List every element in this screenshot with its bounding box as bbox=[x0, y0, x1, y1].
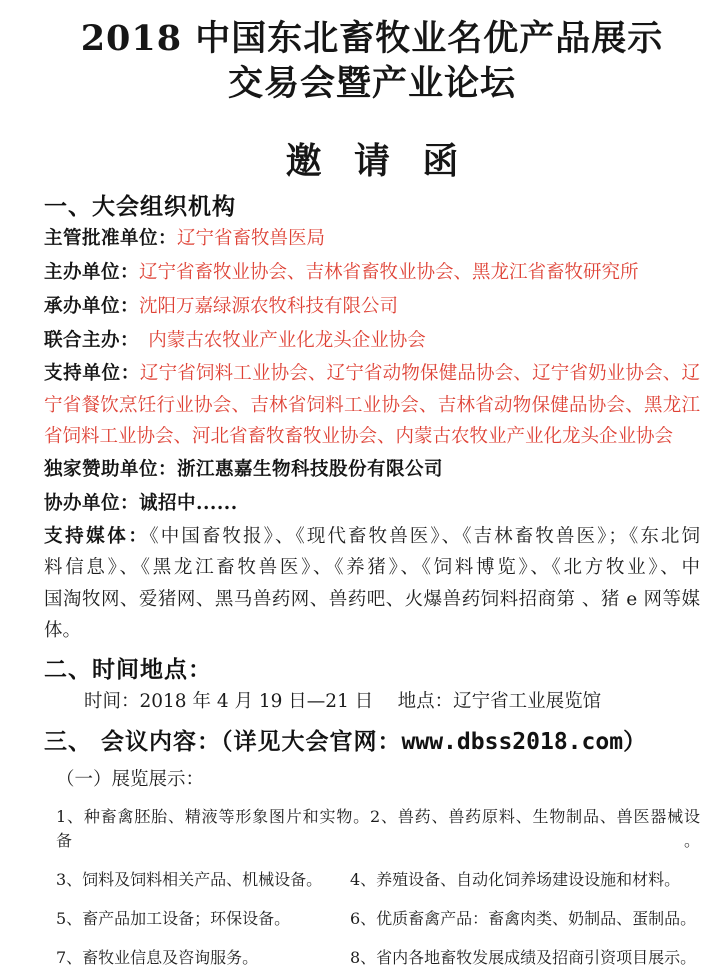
exhibit-item-5: 5、畜产品加工设备；环保设备。 bbox=[56, 908, 291, 928]
time-place-detail: 时间：2018 年 4 月 19 日—21 日 地点：辽宁省工业展览馆 bbox=[84, 690, 602, 712]
support-units-label: 支持单位： bbox=[44, 363, 140, 384]
exhibit-items-1-2: 1、种畜禽胚胎、精液等形象图片和实物。2、兽药、兽药原料、生物制品、兽医器械设备。 bbox=[56, 806, 700, 850]
co-host-value: 内蒙古农牧业产业化龙头企业协会 bbox=[129, 330, 426, 351]
support-media-label: 支持媒体： bbox=[44, 525, 150, 547]
support-media-row-3: 国淘牧网、爱猪网、黑马兽药网、兽药吧、火爆兽药饲料招商第 、猪 e 网等媒 bbox=[44, 588, 700, 610]
co-host-row bbox=[44, 324, 700, 358]
exhibit-item-4: 4、养殖设备、自动化饲养场建设设施和材料。 bbox=[350, 869, 681, 889]
sponsor-row bbox=[44, 453, 700, 487]
exhibit-items-3-4 bbox=[56, 868, 700, 892]
support-media-row-4: 体。 bbox=[44, 620, 82, 641]
sponsor-label: 独家赞助单位： bbox=[44, 458, 178, 480]
exhibition-sub-heading: （一）展览展示： bbox=[56, 768, 205, 790]
co-organizer-label: 协办单位： bbox=[44, 492, 140, 514]
section-content-heading bbox=[44, 727, 700, 757]
co-organizer-value: 诚招中...... bbox=[139, 492, 238, 514]
support-units-row-1 bbox=[44, 358, 700, 390]
support-media-row-1 bbox=[44, 521, 700, 553]
undertaker-unit-value: 沈阳万嘉绿源农牧科技有限公司 bbox=[139, 296, 399, 317]
section-organization-heading: 一、大会组织机构 bbox=[44, 194, 236, 220]
exhibit-item-7: 7、畜牧业信息及咨询服务。 bbox=[56, 947, 259, 967]
exhibition-item-list bbox=[44, 805, 700, 970]
undertaker-unit-label: 承办单位： bbox=[44, 296, 140, 317]
exhibit-item-3: 3、饲料及饲料相关产品、机械设备。 bbox=[56, 869, 323, 889]
approval-unit-value: 辽宁省畜牧兽医局 bbox=[177, 228, 326, 249]
support-units-line-1: 辽宁省饲料工业协会、辽宁省动物保健品协会、辽宁省奶业协会、辽 bbox=[139, 363, 700, 384]
support-units-row-3: 省饲料工业协会、河北省畜牧畜牧业协会、内蒙古农牧业产业化龙头企业协会 bbox=[44, 426, 674, 447]
exhibit-item-8: 8、省内各地畜牧发展成绩及招商引资项目展示。 bbox=[350, 947, 697, 967]
host-unit-value: 辽宁省畜牧业协会、吉林省畜牧业协会、黑龙江省畜牧研究所 bbox=[139, 262, 639, 283]
support-media-row-2: 料信息》、《黑龙江畜牧兽医》、《养猪》、《饲料博览》、《北方牧业》、中 bbox=[44, 557, 700, 578]
approval-unit-row bbox=[44, 222, 700, 256]
approval-unit-label: 主管批准单位： bbox=[44, 228, 178, 249]
section-time-place-heading: 二、时间地点： bbox=[44, 656, 212, 683]
document-title-line-1: 2018 中国东北畜牧业名优产品展示 bbox=[80, 18, 664, 59]
host-unit-row bbox=[44, 256, 700, 290]
host-unit-label: 主办单位： bbox=[44, 262, 140, 283]
document-title-line-2: 交易会暨产业论坛 bbox=[227, 63, 516, 104]
document-title bbox=[44, 16, 700, 106]
exhibit-items-5-6 bbox=[56, 907, 700, 931]
co-host-label: 联合主办： bbox=[44, 330, 130, 351]
exhibit-items-7-8 bbox=[56, 946, 700, 970]
content-heading-text: 三、 会议内容：（详见大会官网： bbox=[44, 728, 402, 755]
exhibit-item-6: 6、优质畜禽产品：畜禽肉类、奶制品、蛋制品。 bbox=[350, 908, 697, 928]
support-media-line-1: 《中国畜牧报》、《现代畜牧兽医》、《吉林畜牧兽医》；《东北饲 bbox=[149, 525, 700, 547]
invitation-letter-heading: 邀请函 bbox=[285, 140, 491, 182]
official-website-url: www.dbss2018.com bbox=[401, 728, 624, 755]
support-units-row-2: 宁省餐饮烹饪行业协会、吉林省饲料工业协会、吉林省动物保健品协会、黑龙江 bbox=[44, 394, 700, 416]
co-organizer-row bbox=[44, 487, 700, 521]
undertaker-unit-row bbox=[44, 290, 700, 324]
content-heading-close: ） bbox=[623, 728, 648, 755]
sponsor-value: 浙江惠嘉生物科技股份有限公司 bbox=[177, 458, 444, 480]
